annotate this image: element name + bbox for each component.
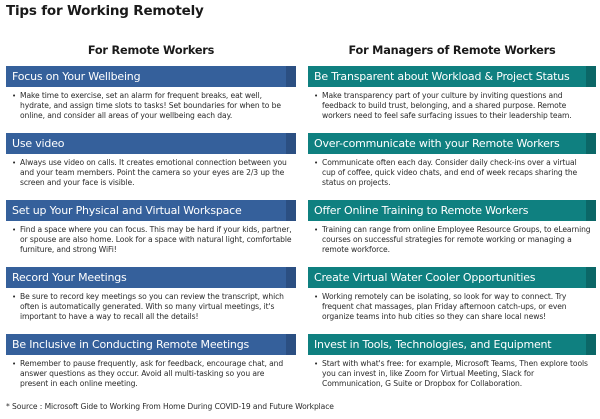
tip-text: Find a space where you can focus. This may be hard if your kids, partner, or spouse are also home. Look for a space with natural light, comfortable furniture, and strong WiFi! (20, 225, 292, 255)
tip-text: Make time to exercise, set an alarm for frequent breaks, eat well, hydrate, and assign time slots to tasks! Set boundaries for when to be online, and consider all areas of your wellbeing each day. (20, 91, 281, 121)
tip-header: Record Your Meetings (6, 267, 296, 288)
bullet: • (12, 159, 17, 167)
tip-section (6, 267, 296, 334)
bullet: • (12, 226, 17, 234)
tip-header: Offer Online Training to Remote Workers (308, 200, 596, 221)
bullet: • (314, 360, 319, 368)
bullet: • (12, 293, 17, 301)
tip-section (308, 267, 596, 334)
tip-header: Set up Your Physical and Virtual Workspace (6, 200, 296, 221)
source-footnote: * Source : Microsoft Gide to Working From Home During COVID-19 and Future Workplace (6, 402, 334, 411)
left-column-heading: For Remote Workers (87, 44, 215, 57)
tip-section (308, 334, 596, 401)
tip-section (6, 200, 296, 267)
tip-header: Use video (6, 133, 296, 154)
tip-text: Communicate often each day. Consider daily check-ins over a virtual cup of coffee, quick video chats, and end of week recaps sharing the status on projects. (322, 158, 578, 188)
tip-section (6, 66, 296, 133)
managers-column (308, 66, 596, 401)
tip-text: Start with what's free: for example, Microsoft Teams, Then explore tools you can invest in, like Zoom for Virtual Meeting, Slack for Communication, G Suite or Dropbox for Collaboration. (322, 359, 588, 389)
tip-header: Focus on Your Wellbeing (6, 66, 296, 87)
tip-text: Always use video on calls. It creates emotional connection between you and your team members. Point the camera so your eyes are 2/3 up the screen and your face is visible. (20, 158, 287, 188)
tip-header: Be Inclusive in Conducting Remote Meetings (6, 334, 296, 355)
tip-text: Make transparency part of your culture by inviting questions and feedback to build trust, belonging, and a shared purpose. Remote workers need to feel safe surfacing issues to their leadership team. (322, 91, 572, 121)
bullet: • (12, 92, 17, 100)
tip-section (308, 66, 596, 133)
tip-text: Working remotely can be isolating, so look for way to connect. Try frequent chat massages, plan Friday afternoon catch-ups, or even organize teams into hub cities so they can share local news! (322, 292, 567, 322)
tip-section (308, 133, 596, 200)
tip-header: Over-communicate with your Remote Workers (308, 133, 596, 154)
remote-workers-column (6, 66, 296, 401)
tip-header: Be Transparent about Workload & Project Status (308, 66, 596, 87)
page-title: Tips for Working Remotely (6, 3, 204, 19)
bullet: • (314, 92, 319, 100)
tip-text: Training can range from online Employee Resource Groups, to eLearning courses on successful strategies for remote working or managing a remote workforce. (322, 225, 591, 255)
bullet: • (12, 360, 17, 368)
tip-section (308, 200, 596, 267)
tip-text: Remember to pause frequently, ask for feedback, encourage chat, and answer questions as they occur. Avoid all multi-tasking so you are present in each online meeting. (20, 359, 284, 389)
tip-header: Create Virtual Water Cooler Opportunities (308, 267, 596, 288)
tip-header: Invest in Tools, Technologies, and Equipment (308, 334, 596, 355)
bullet: • (314, 159, 319, 167)
tip-text: Be sure to record key meetings so you can review the transcript, which often is automatically generated. With so many virtual meetings, it's important to have a way to recall all the details! (20, 292, 284, 322)
bullet: • (314, 293, 319, 301)
tip-section (6, 133, 296, 200)
tip-section (6, 334, 296, 401)
bullet: • (314, 226, 319, 234)
right-column-heading: For Managers of Remote Workers (348, 44, 556, 57)
